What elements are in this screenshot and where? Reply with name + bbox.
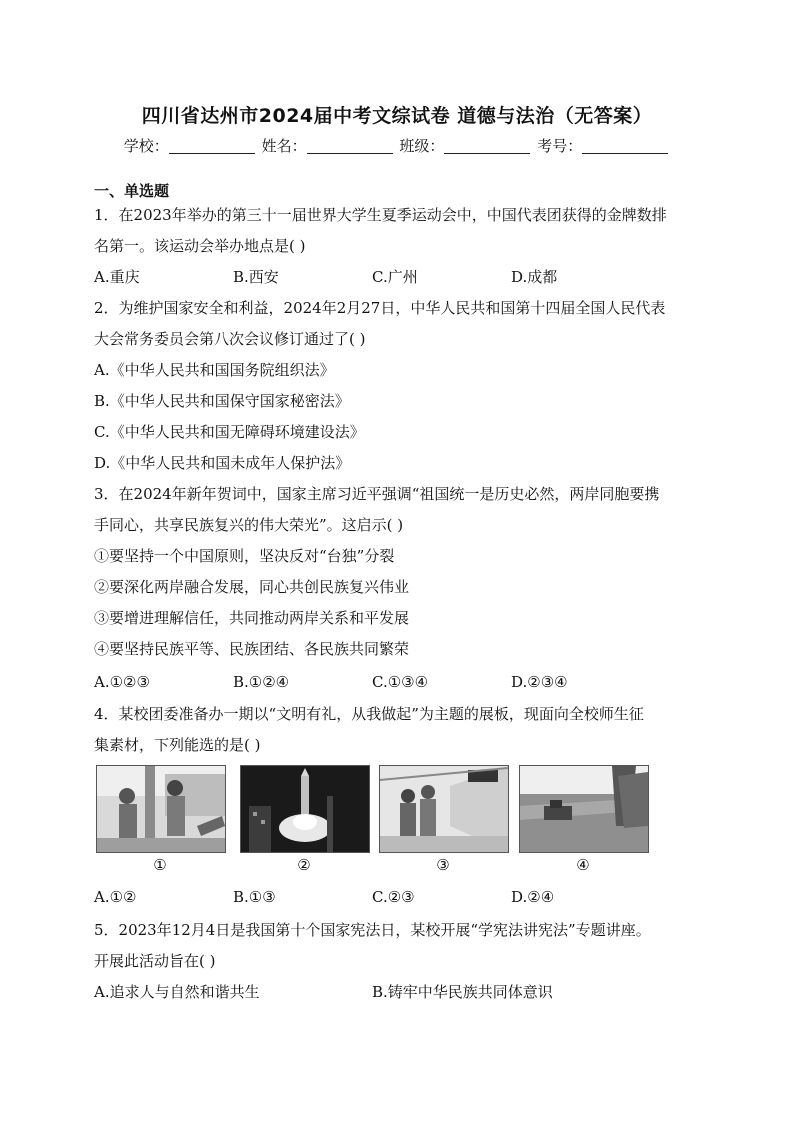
q5-option-a[interactable]: A.追求人与自然和谐共生 [94,983,260,1001]
q4-option-a[interactable]: A.①② [94,888,137,906]
q1-option-c[interactable]: C.广州 [372,268,418,286]
q3-option-d[interactable]: D.②③④ [511,673,568,691]
class-label: 班级： [399,137,445,155]
q4-option-b[interactable]: B.①③ [233,888,276,906]
q4-option-c[interactable]: C.②③ [372,888,415,906]
name-blank[interactable] [307,139,393,154]
q4-photo-3-subway-car [379,765,509,853]
q2-option-c[interactable]: C.《中华人民共和国无障碍环境建设法》 [94,423,365,441]
school-blank[interactable] [169,139,255,154]
q4-photo-4-label: ④ [576,856,590,874]
q4-option-d[interactable]: D.②④ [511,888,555,906]
student-info-line [0,135,794,156]
q4-photo-1-label: ① [153,856,167,874]
q3-statement-1: ①要坚持一个中国原则，坚决反对“台独”分裂 [94,547,395,565]
q4-photo-4-harvester-field [519,765,649,853]
name-label: 姓名： [261,137,307,155]
q2-stem-line1: 2．为维护国家安全和利益，2024年2月27日，中华人民共和国第十四届全国人民代表 [94,299,666,317]
q4-stem-line1: 4．某校团委准备办一期以“文明有礼，从我做起”为主题的展板，现面向全校师生征 [94,705,644,723]
q2-stem-line2: 大会常务委员会第八次会议修订通过了( ) [94,330,366,348]
q1-option-a[interactable]: A.重庆 [94,268,140,286]
q1-option-b[interactable]: B.西安 [233,268,279,286]
school-label: 学校： [123,137,169,155]
q1-stem-line2: 名第一。该运动会举办地点是( ) [94,237,306,255]
q4-photo-2-label: ② [297,856,311,874]
q3-stem-line1: 3．在2024年新年贺词中，国家主席习近平强调“祖国统一是历史必然，两岸同胞要携 [94,485,660,503]
page-title: 四川省达州市2024届中考文综试卷 道德与法治（无答案） [141,105,653,127]
q3-option-a[interactable]: A.①②③ [94,673,150,691]
q1-option-d[interactable]: D.成都 [511,268,558,286]
q3-stem-line2: 手同心，共享民族复兴的伟大荣光”。这启示( ) [94,516,404,534]
q5-stem-line1: 5．2023年12月4日是我国第十个国家宪法日，某校开展“学宪法讲宪法”专题讲座。 [94,921,651,939]
q3-option-c[interactable]: C.①③④ [372,673,429,691]
q4-photo-2-rocket-launch [240,765,370,853]
q5-option-b[interactable]: B.铸牢中华民族共同体意识 [372,983,553,1001]
exam-number-blank[interactable] [582,139,668,154]
q2-option-a[interactable]: A.《中华人民共和国国务院组织法》 [94,361,335,379]
q3-statement-3: ③要增进理解信任，共同推动两岸关系和平发展 [94,609,410,627]
q1-stem-line1: 1．在2023年举办的第三十一届世界大学生夏季运动会中，中国代表团获得的金牌数排 [94,206,667,224]
q3-statement-4: ④要坚持民族平等、民族团结、各民族共同繁荣 [94,640,410,658]
q3-option-b[interactable]: B.①②④ [233,673,290,691]
class-blank[interactable] [444,139,530,154]
q4-stem-line2: 集素材，下列能选的是( ) [94,736,261,754]
q3-statement-2: ②要深化两岸融合发展，同心共创民族复兴伟业 [94,578,410,596]
q2-option-d[interactable]: D.《中华人民共和国未成年人保护法》 [94,454,351,472]
q4-photo-1-street-scene [96,765,226,853]
q4-photo-3-label: ③ [436,856,450,874]
q2-option-b[interactable]: B.《中华人民共和国保守国家秘密法》 [94,392,350,410]
exam-number-label: 考号： [537,137,583,155]
q5-stem-line2: 开展此活动旨在( ) [94,952,216,970]
section-heading: 一、单选题 [94,182,170,200]
